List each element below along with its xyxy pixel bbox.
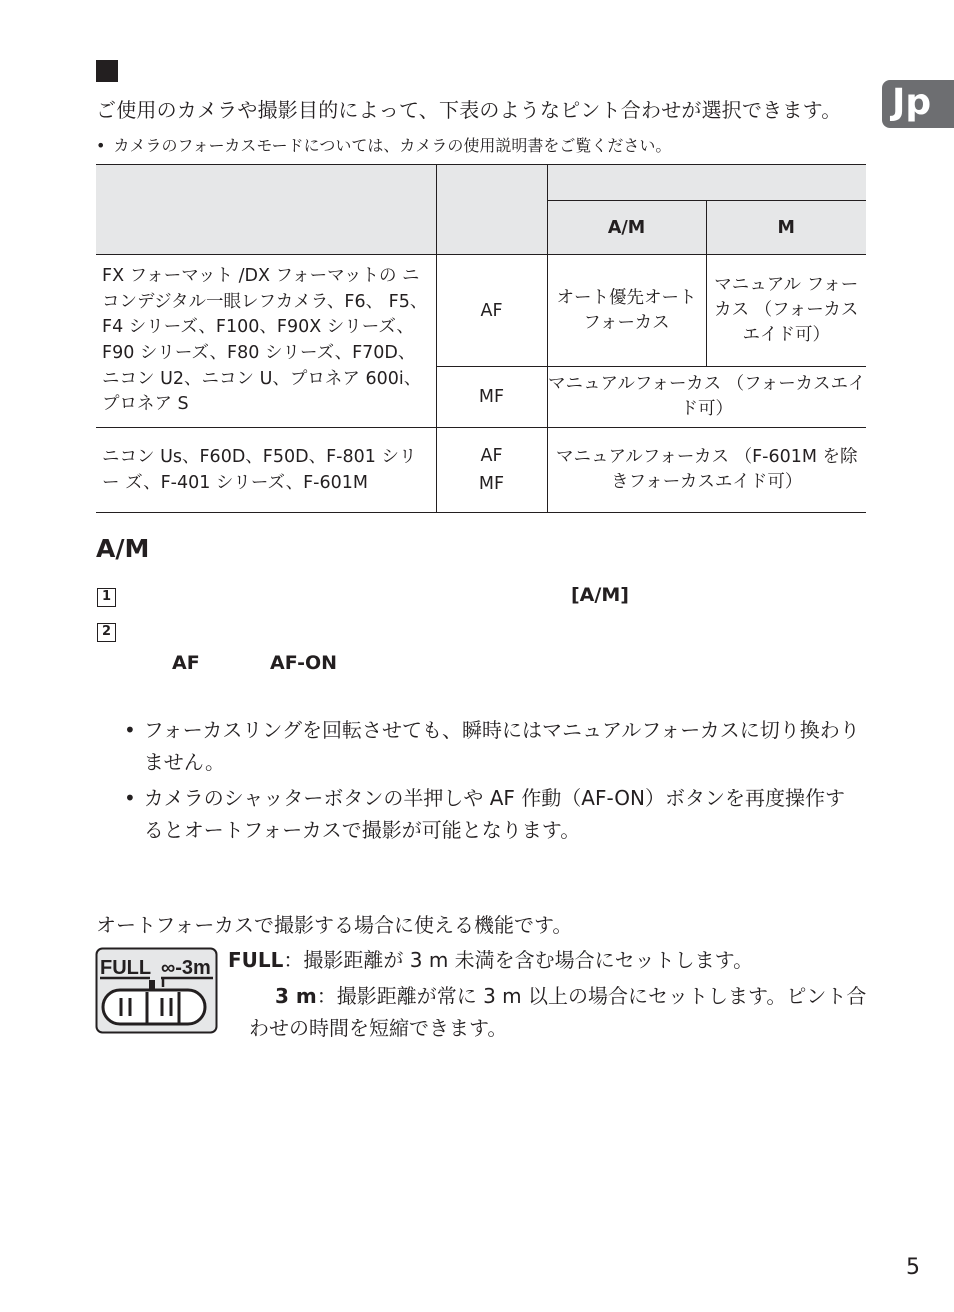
mode-mf-2: MF (478, 473, 505, 494)
mode-group-2 (436, 428, 547, 513)
header-mode-cell (436, 165, 547, 255)
bullet-text-2: カメラのシャッターボタンの半押しや AF 作動（AF-ON）ボタンを再度操作するとオートフォーカスで撮影が可能となります。 (143, 786, 845, 842)
page-number: 5 (906, 1255, 920, 1280)
m-af-1: マニュアル フォーカス （フォーカス エイド可） (706, 255, 866, 367)
header-lens-cell (547, 165, 866, 201)
both-group-2: マニュアルフォーカス （F-601M を除きフォーカスエイド可） (547, 428, 866, 513)
bullet-text-1: フォーカスリングを回転させても、瞬時にはマニュアルフォーカスに切り換わりません。 (143, 718, 860, 774)
switch-range-label: ∞-3m (161, 957, 211, 979)
intro-text: ご使用のカメラや撮影目的によって、下表のようなピント合わせが選択できます。 (96, 98, 842, 122)
camera-group-1: FX フォーマット /DX フォーマットの ニコンデジタル一眼レフカメラ、F6、 F5、F4 シリーズ、F100、F90X シリーズ、 F90 シリーズ、F80 シリーズ、F70D、 ニコン U2、ニコン U、プロネア 600i、 プロネア S (96, 255, 436, 428)
both-mf-1: マニュアルフォーカス （フォーカスエイド可） (547, 367, 866, 428)
note-bullet: • (96, 136, 106, 155)
mode-af-1: AF (436, 255, 547, 367)
header-am: A/M (547, 201, 706, 255)
focus-limit-switch-icon (95, 947, 219, 1035)
am-af-1: オート優先オート フォーカス (547, 255, 706, 367)
three-m-description (249, 980, 869, 1044)
full-text: ：撮影距離が 3 m 未満を含む場合にセットします。 (283, 948, 754, 972)
am-mode-label: [A/M] (571, 584, 629, 606)
list-item (124, 782, 869, 846)
three-m-key: 3 m (275, 984, 317, 1008)
limiter-intro: オートフォーカスで撮影する場合に使える機能です。 (96, 913, 573, 937)
bullet-2: • (124, 786, 136, 810)
full-key: FULL (228, 948, 284, 972)
note-line (96, 133, 671, 156)
switch-full-label: FULL (100, 957, 152, 979)
step-1-number: 1 (97, 588, 116, 607)
header-m: M (706, 201, 866, 255)
focus-mode-table (96, 164, 866, 513)
header-camera-cell (96, 165, 436, 255)
mode-mf-1: MF (436, 367, 547, 428)
three-m-text: ：撮影距離が常に 3 m 以上の場合にセットします。ピント合わせの時間を短縮できます。 (249, 984, 867, 1040)
mode-af-2: AF (480, 445, 503, 466)
note-text: カメラのフォーカスモードについては、カメラの使用説明書をご覧ください。 (113, 136, 672, 155)
section-marker-square (96, 60, 118, 82)
language-tab[interactable]: Jp (882, 80, 954, 128)
bullet-1: • (124, 718, 136, 742)
camera-group-2: ニコン Us、F60D、F50D、F-801 シリー ズ、F-401 シリーズ、F-601M (96, 428, 436, 513)
am-section-title: A/M (96, 534, 150, 563)
full-description (228, 944, 753, 973)
step-2-number: 2 (97, 623, 116, 642)
list-item (124, 714, 869, 778)
af-label: AF (172, 652, 200, 674)
af-on-label: AF-ON (270, 652, 338, 674)
